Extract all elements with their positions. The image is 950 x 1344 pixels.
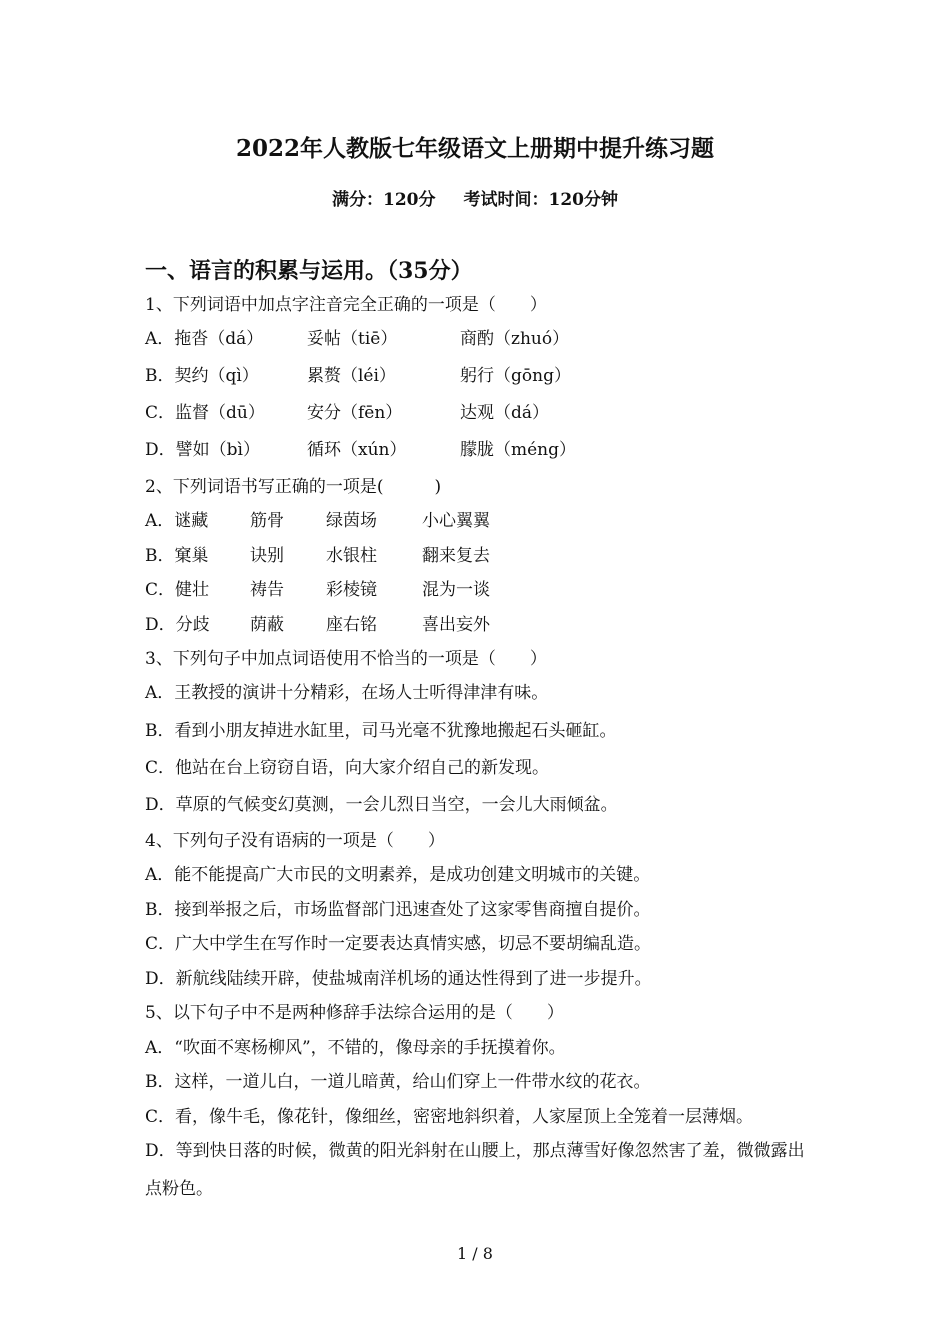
question-3-stem: 3、下列句子中加点词语使用不恰当的一项是（ ） [145,649,547,669]
question-5-stem: 5、以下句子中不是两种修辞手法综合运用的是（ ） [145,1003,564,1023]
question-4-option-d: D．新航线陆续开辟，使盐城南洋机场的通达性得到了进一步提升。 [145,969,652,989]
exam-time: 考试时间：120分钟 [463,190,618,210]
section-heading: 一、语言的积累与运用。（35分） [145,258,473,284]
full-score: 满分：120分 [332,190,436,210]
question-4-option-c: C．广大中学生在写作时一定要表达真情实感，切忌不要胡编乱造。 [145,934,652,954]
exam-info [0,185,950,210]
question-3-option-a: A．王教授的演讲十分精彩，在场人士听得津津有味。 [145,683,549,703]
question-1-stem: 1、下列词语中加点字注音完全正确的一项是（ ） [145,295,547,315]
question-5-option-a: A．“吹面不寒杨柳风”，不错的，像母亲的手抚摸着你。 [145,1038,566,1058]
question-3-option-c: C．他站在台上窃窃自语，向大家介绍自己的新发现。 [145,758,550,778]
question-4-stem: 4、下列句子没有语病的一项是（ ） [145,831,445,851]
question-3-option-b: B．看到小朋友掉进水缸里，司马光毫不犹豫地搬起石头砸缸。 [145,721,617,741]
question-5-option-b: B．这样，一道儿白，一道儿暗黄，给山们穿上一件带水纹的花衣。 [145,1072,651,1092]
question-2-stem: 2、下列词语书写正确的一项是( ) [145,477,442,497]
question-5-option-d: D．等到快日落的时候，微黄的阳光斜射在山腰上，那点薄雪好像忽然害了羞，微微露出点粉色。 [145,1141,805,1199]
question-4-option-a: A．能不能提高广大市民的文明素养，是成功创建文明城市的关键。 [145,865,651,885]
page-number: 1 / 8 [457,1244,493,1263]
page-title: 2022年人教版七年级语文上册期中提升练习题 [235,135,714,162]
question-3-option-d: D．草原的气候变幻莫测，一会儿烈日当空，一会儿大雨倾盆。 [145,795,618,815]
question-5-option-c: C．看，像牛毛，像花针，像细丝，密密地斜织着，人家屋顶上全笼着一层薄烟。 [145,1107,754,1127]
question-4-option-b: B．接到举报之后，市场监督部门迅速查处了这家零售商擅自提价。 [145,900,651,920]
